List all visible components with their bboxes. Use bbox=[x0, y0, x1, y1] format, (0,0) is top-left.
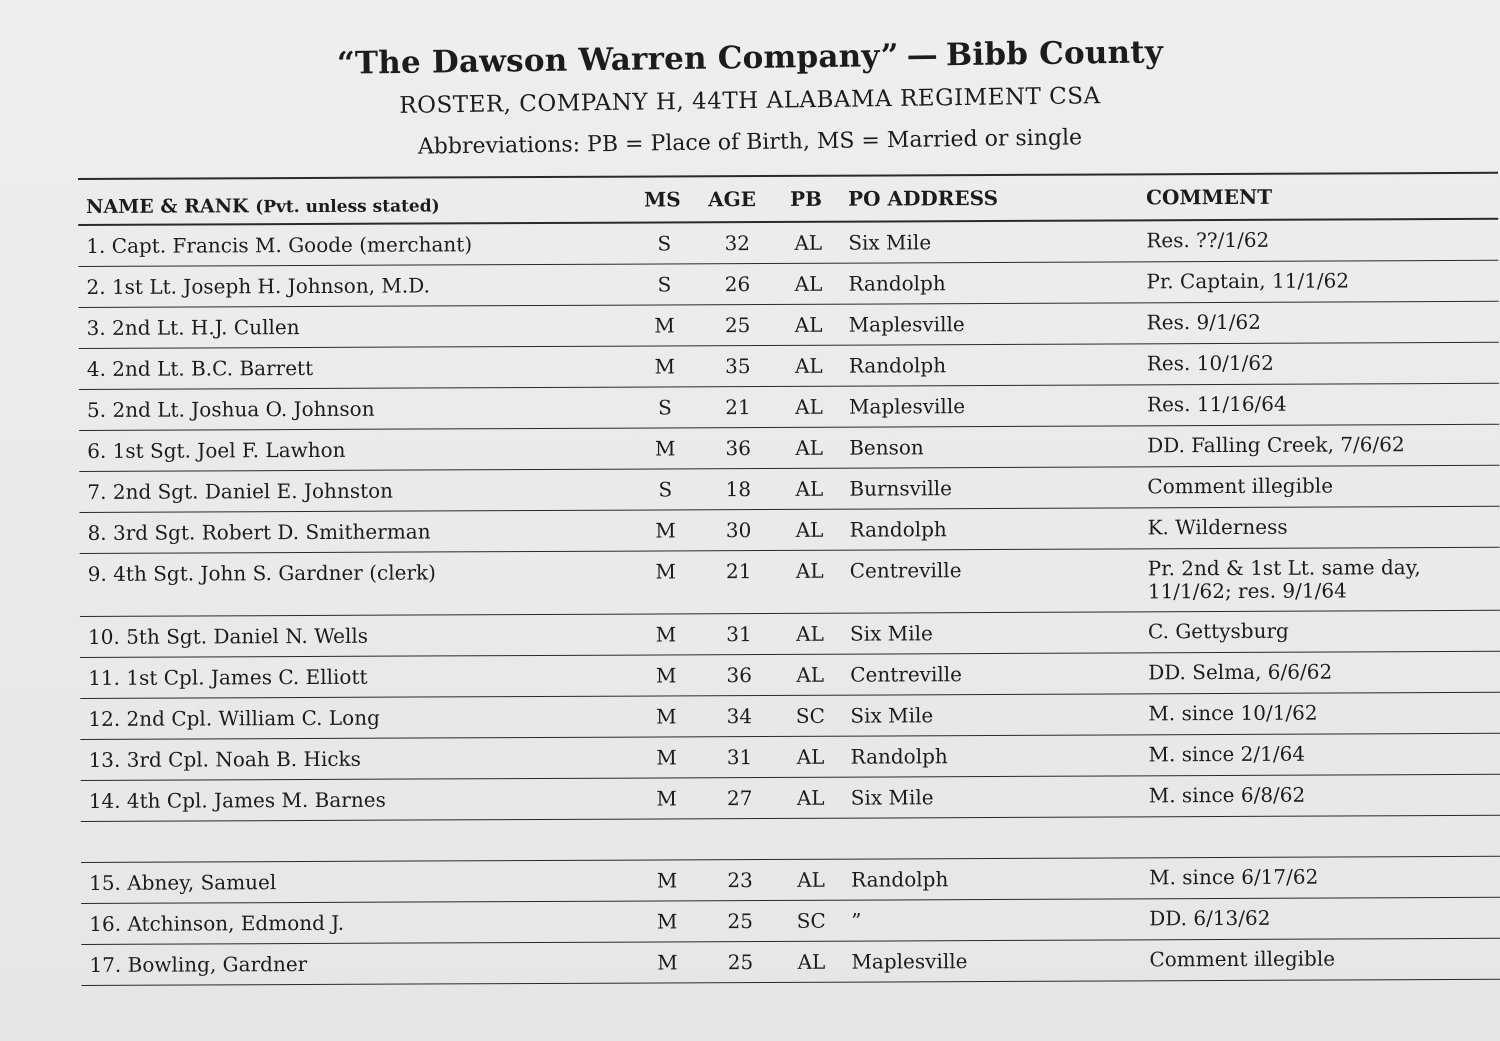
cell-age: 32 bbox=[724, 231, 751, 256]
table-row bbox=[81, 775, 1500, 822]
comment-line: Comment illegible bbox=[1147, 473, 1334, 499]
cell-name: 13. 3rd Cpl. Noah B. Hicks bbox=[88, 746, 361, 772]
cell-ms: M bbox=[655, 559, 677, 584]
cell-comment bbox=[1148, 702, 1317, 726]
cell-comment bbox=[1149, 907, 1270, 931]
cell-name: 6. 1st Sgt. Joel F. Lawhon bbox=[87, 437, 346, 463]
comment-line-2: 11/1/62; res. 9/1/64 bbox=[1147, 578, 1347, 604]
cell-name: 17. Bowling, Gardner bbox=[89, 952, 308, 977]
cell-ms: M bbox=[655, 622, 677, 647]
cell-ms: M bbox=[654, 354, 676, 379]
cell-age: 18 bbox=[725, 477, 752, 502]
table-row bbox=[79, 302, 1499, 349]
comment-line: Comment illegible bbox=[1149, 946, 1336, 972]
comment-line: Pr. 2nd & 1st Lt. same day, bbox=[1147, 555, 1421, 581]
cell-pb: AL bbox=[794, 353, 823, 378]
cell-comment bbox=[1149, 866, 1318, 890]
cell-po-address: Maplesville bbox=[848, 394, 966, 419]
table-row bbox=[78, 220, 1498, 267]
cell-po-address: Randolph bbox=[848, 353, 947, 378]
cell-po-address: Randolph bbox=[851, 867, 949, 892]
cell-pb: AL bbox=[794, 271, 823, 296]
cell-po-address: Centreville bbox=[849, 558, 962, 583]
title-dash: — bbox=[906, 37, 939, 74]
cell-name: 7. 2nd Sgt. Daniel E. Johnston bbox=[87, 478, 394, 504]
roster-subtitle: ROSTER, COMPANY H, 44TH ALABAMA REGIMENT CSA bbox=[399, 83, 1101, 119]
cell-ms: S bbox=[658, 477, 673, 502]
cell-comment bbox=[1147, 475, 1333, 499]
cell-po-address: Six Mile bbox=[849, 621, 933, 646]
table-row bbox=[79, 343, 1499, 390]
cell-po-address: Maplesville bbox=[848, 312, 965, 337]
cell-pb: SC bbox=[796, 908, 826, 933]
cell-age: 36 bbox=[725, 436, 751, 461]
header-ms: MS bbox=[644, 187, 681, 212]
cell-age: 25 bbox=[724, 313, 751, 338]
cell-comment bbox=[1146, 269, 1349, 293]
cell-pb: AL bbox=[796, 621, 824, 646]
header-name-label: NAME & RANK bbox=[86, 195, 249, 218]
comment-line: M. since 2/1/64 bbox=[1148, 741, 1306, 767]
cell-ms: S bbox=[657, 272, 672, 297]
table-row bbox=[80, 652, 1500, 699]
table-row bbox=[80, 693, 1500, 740]
title-county: Bibb County bbox=[945, 34, 1164, 74]
cell-ms: M bbox=[656, 745, 677, 770]
cell-po-address: Benson bbox=[849, 435, 924, 460]
comment-line: Res. ??/1/62 bbox=[1146, 227, 1270, 253]
cell-name: 1. Capt. Francis M. Goode (merchant) bbox=[86, 232, 473, 258]
header-pb: PB bbox=[790, 186, 823, 211]
cell-name: 16. Atchinson, Edmond J. bbox=[89, 910, 345, 936]
table-row bbox=[81, 898, 1500, 945]
table-row bbox=[78, 261, 1498, 308]
cell-po-address: Maplesville bbox=[851, 949, 968, 974]
cell-age: 31 bbox=[726, 745, 753, 770]
table-row bbox=[79, 466, 1499, 513]
table-row bbox=[81, 856, 1500, 904]
cell-age: 21 bbox=[725, 395, 751, 420]
table-row bbox=[80, 734, 1500, 781]
cell-ms: M bbox=[657, 950, 678, 975]
cell-ms: M bbox=[655, 518, 676, 543]
cell-po-address: Six Mile bbox=[850, 703, 934, 728]
cell-pb: AL bbox=[796, 662, 825, 687]
cell-po-address: Burnsville bbox=[849, 476, 953, 501]
cell-comment bbox=[1148, 556, 1421, 603]
cell-pb: SC bbox=[795, 703, 825, 728]
cell-ms: M bbox=[656, 704, 677, 729]
cell-comment bbox=[1149, 784, 1306, 808]
comment-line: M. since 6/17/62 bbox=[1149, 864, 1319, 890]
cell-ms: M bbox=[655, 663, 677, 688]
cell-pb: AL bbox=[795, 435, 824, 460]
cell-pb: AL bbox=[797, 949, 826, 974]
comment-line: DD. Falling Creek, 7/6/62 bbox=[1147, 432, 1405, 458]
table-body bbox=[78, 220, 1500, 986]
header-name bbox=[86, 194, 440, 218]
cell-pb: AL bbox=[795, 558, 824, 583]
cell-po-address: Centreville bbox=[850, 662, 963, 687]
cell-po-address: Six Mile bbox=[850, 785, 934, 810]
cell-age: 27 bbox=[726, 786, 753, 811]
cell-name: 14. 4th Cpl. James M. Barnes bbox=[88, 787, 386, 813]
cell-pb: AL bbox=[795, 517, 824, 542]
cell-pb: AL bbox=[794, 312, 823, 337]
abbreviations-note: Abbreviations: PB = Place of Birth, MS = Married or single bbox=[417, 125, 1083, 160]
cell-pb: AL bbox=[796, 744, 825, 769]
cell-ms: M bbox=[656, 786, 677, 811]
cell-po-address: Randolph bbox=[849, 517, 947, 542]
cell-name: 9. 4th Sgt. John S. Gardner (clerk) bbox=[87, 560, 436, 586]
cell-ms: S bbox=[657, 231, 672, 256]
table-row bbox=[79, 384, 1499, 431]
cell-comment bbox=[1147, 433, 1405, 457]
comment-line: Res. 11/16/64 bbox=[1146, 391, 1287, 417]
cell-pb: AL bbox=[796, 785, 825, 810]
cell-name: 3. 2nd Lt. H.J. Cullen bbox=[86, 315, 300, 340]
table-row bbox=[79, 507, 1499, 554]
cell-comment bbox=[1147, 516, 1287, 540]
cell-comment bbox=[1147, 352, 1274, 376]
cell-ms: S bbox=[658, 395, 672, 420]
cell-pb: AL bbox=[795, 476, 824, 501]
cell-age: 21 bbox=[725, 559, 752, 584]
cell-name: 11. 1st Cpl. James C. Elliott bbox=[88, 664, 368, 690]
cell-comment bbox=[1149, 948, 1335, 972]
cell-pb: AL bbox=[795, 394, 823, 419]
comment-line: Res. 9/1/62 bbox=[1146, 309, 1261, 335]
cell-po-address: ” bbox=[851, 908, 862, 933]
cell-name: 8. 3rd Sgt. Robert D. Smitherman bbox=[87, 519, 431, 545]
cell-age: 35 bbox=[725, 354, 751, 379]
cell-comment bbox=[1148, 661, 1332, 685]
table-row bbox=[79, 425, 1499, 472]
page-title bbox=[0, 30, 1500, 87]
comment-line: DD. 6/13/62 bbox=[1149, 905, 1271, 931]
comment-line: M. since 6/8/62 bbox=[1148, 782, 1306, 808]
comment-line: Pr. Captain, 11/1/62 bbox=[1146, 268, 1350, 294]
comment-line: DD. Selma, 6/6/62 bbox=[1148, 659, 1333, 685]
header-age: AGE bbox=[708, 187, 756, 212]
cell-name: 12. 2nd Cpl. William C. Long bbox=[88, 705, 380, 731]
cell-comment bbox=[1147, 393, 1287, 417]
cell-name: 10. 5th Sgt. Daniel N. Wells bbox=[87, 623, 369, 649]
cell-name: 15. Abney, Samuel bbox=[89, 870, 277, 895]
cell-comment bbox=[1148, 743, 1305, 767]
cell-age: 23 bbox=[727, 868, 753, 893]
cell-age: 31 bbox=[726, 622, 752, 647]
cell-age: 25 bbox=[727, 950, 754, 975]
table-row bbox=[81, 939, 1500, 986]
cell-ms: M bbox=[656, 868, 678, 893]
cell-name: 2. 1st Lt. Joseph H. Johnson, M.D. bbox=[86, 273, 430, 299]
table-header bbox=[78, 172, 1498, 226]
header-comment: COMMENT bbox=[1146, 184, 1273, 210]
cell-comment bbox=[1148, 620, 1289, 644]
cell-po-address: Six Mile bbox=[848, 230, 932, 255]
cell-pb: AL bbox=[794, 230, 823, 255]
cell-pb: AL bbox=[797, 867, 825, 892]
comment-line: K. Wilderness bbox=[1147, 514, 1288, 540]
cell-age: 30 bbox=[725, 518, 752, 543]
comment-line: C. Gettysburg bbox=[1147, 618, 1289, 644]
cell-ms: M bbox=[656, 909, 678, 934]
cell-name: 4. 2nd Lt. B.C. Barrett bbox=[86, 355, 314, 381]
cell-comment bbox=[1146, 229, 1269, 253]
roster-table bbox=[78, 172, 1500, 986]
title-company: “The Dawson Warren Company” bbox=[336, 37, 900, 82]
table-row bbox=[80, 548, 1500, 617]
comment-line: M. since 10/1/62 bbox=[1148, 700, 1318, 726]
cell-comment bbox=[1147, 311, 1261, 334]
comment-line: Res. 10/1/62 bbox=[1146, 350, 1274, 376]
cell-age: 25 bbox=[727, 909, 754, 934]
cell-po-address: Randolph bbox=[850, 744, 948, 769]
cell-ms: M bbox=[654, 313, 675, 338]
cell-age: 36 bbox=[726, 663, 752, 688]
cell-po-address: Randolph bbox=[848, 271, 946, 296]
table-row bbox=[80, 611, 1500, 658]
cell-age: 34 bbox=[726, 704, 753, 729]
cell-ms: M bbox=[654, 436, 676, 461]
cell-name: 5. 2nd Lt. Joshua O. Johnson bbox=[86, 396, 375, 422]
header-name-note: (Pvt. unless stated) bbox=[255, 196, 440, 218]
header-po-address: PO ADDRESS bbox=[848, 185, 999, 211]
cell-age: 26 bbox=[724, 272, 751, 297]
